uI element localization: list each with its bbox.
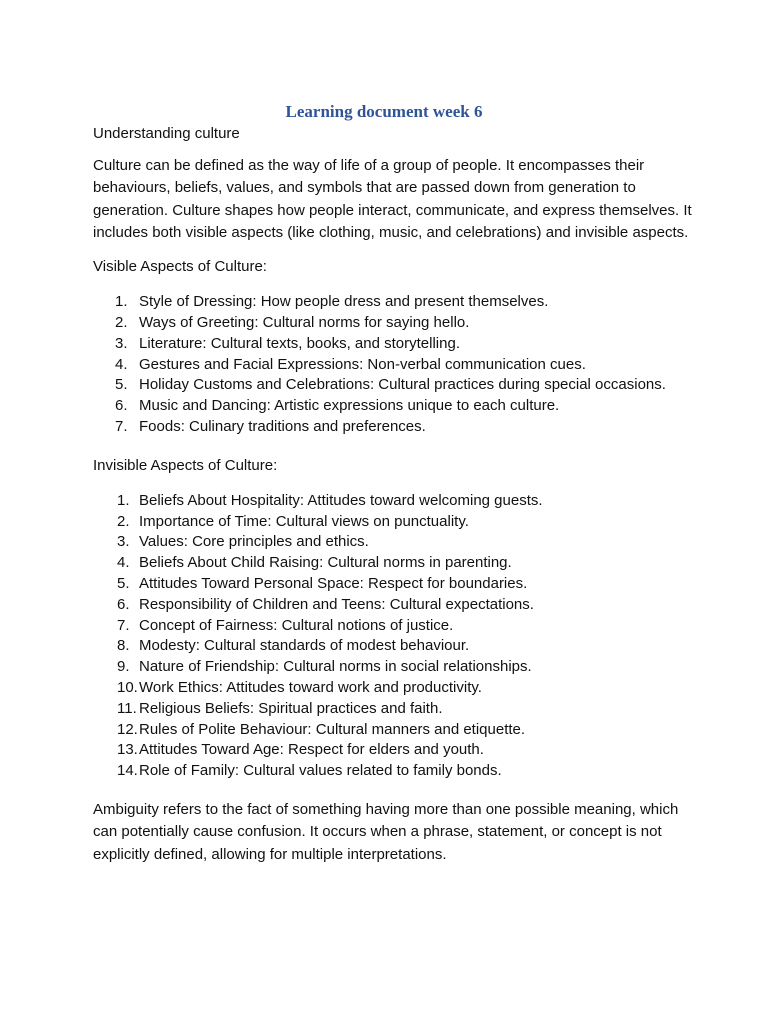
list-item-text: Ways of Greeting: Cultural norms for saying hello. <box>139 313 470 331</box>
list-item-number: 3. <box>115 334 128 352</box>
list-item-number: 9. <box>117 658 130 676</box>
list-item <box>93 616 693 637</box>
list-item-text: Foods: Culinary traditions and preferences. <box>139 417 426 435</box>
list-item <box>93 699 693 720</box>
list-item <box>93 574 693 595</box>
list-item-text: Holiday Customs and Celebrations: Cultural practices during special occasions. <box>139 376 666 394</box>
list-item-number: 8. <box>117 637 130 655</box>
list-item <box>93 636 693 657</box>
list-item-text: Modesty: Cultural standards of modest behaviour. <box>139 637 470 655</box>
list-item <box>93 417 693 438</box>
list-item-text: Rules of Polite Behaviour: Cultural manners and etiquette. <box>139 720 526 738</box>
list-item-text: Importance of Time: Cultural views on punctuality. <box>139 512 469 530</box>
list-item <box>93 292 693 313</box>
list-item-number: 6. <box>117 595 130 613</box>
list-item-text: Music and Dancing: Artistic expressions unique to each culture. <box>139 397 560 415</box>
list-item <box>93 740 693 761</box>
list-item-text: Style of Dressing: How people dress and present themselves. <box>139 293 549 311</box>
list-item <box>93 355 693 376</box>
list-item <box>93 761 693 782</box>
list-item-text: Religious Beliefs: Spiritual practices and faith. <box>139 699 443 717</box>
list-item-text: Beliefs About Child Raising: Cultural norms in parenting. <box>139 554 512 572</box>
list-item-text: Beliefs About Hospitality: Attitudes toward welcoming guests. <box>139 491 543 509</box>
list-item-text: Values: Core principles and ethics. <box>139 533 369 551</box>
list-item-text: Work Ethics: Attitudes toward work and productivity. <box>139 678 482 696</box>
list-item-number: 7. <box>115 417 128 435</box>
list-item-number: 4. <box>117 554 130 572</box>
list-item <box>93 553 693 574</box>
list-item-number: 6. <box>115 397 128 415</box>
list-item-number: 5. <box>117 574 130 592</box>
list-item-text: Nature of Friendship: Cultural norms in social relationships. <box>139 658 532 676</box>
section-heading: Understanding culture <box>93 125 240 142</box>
ambiguity-paragraph: Ambiguity refers to the fact of something having more than one possible meaning, which can potentially cause confusion. It occurs when a phrase, statement, or concept is not explicitly defined, allowing for multiple interpretations. <box>93 800 679 863</box>
list-item <box>93 491 693 512</box>
list-item-number: 1. <box>115 293 128 311</box>
list-item <box>93 512 693 533</box>
list-item-number: 13. <box>117 741 138 759</box>
list-item-number: 11. <box>117 699 137 717</box>
list-item-number: 4. <box>115 355 128 373</box>
visible-aspects-list <box>93 292 693 438</box>
list-item-number: 2. <box>115 313 128 331</box>
list-item <box>93 720 693 741</box>
list-item-text: Role of Family: Cultural values related to family bonds. <box>139 762 502 780</box>
list-item-text: Attitudes Toward Personal Space: Respect for boundaries. <box>139 574 528 592</box>
intro-paragraph: Culture can be defined as the way of life of a group of people. It encompasses their behaviours, beliefs, values, and symbols that are passed down from generation to generation. Culture shapes how people interact, communicate, and express themselves. It includes both visible aspects (like clothing, music, and celebrations) and invisible aspects. <box>93 157 692 241</box>
invisible-aspects-heading: Invisible Aspects of Culture: <box>93 456 278 474</box>
list-item-text: Gestures and Facial Expressions: Non-verbal communication cues. <box>139 355 586 373</box>
list-item <box>93 375 693 396</box>
list-item <box>93 313 693 334</box>
list-item <box>93 532 693 553</box>
list-item-number: 14. <box>117 762 138 780</box>
list-item <box>93 334 693 355</box>
list-item-number: 3. <box>117 533 130 551</box>
list-item <box>93 657 693 678</box>
list-item-number: 5. <box>115 376 128 394</box>
list-item-number: 12. <box>117 720 138 738</box>
list-item <box>93 678 693 699</box>
list-item <box>93 396 693 417</box>
list-item-text: Attitudes Toward Age: Respect for elders and youth. <box>139 741 484 759</box>
document-body <box>93 123 693 866</box>
list-item-number: 10. <box>117 678 138 696</box>
visible-aspects-heading: Visible Aspects of Culture: <box>93 258 267 276</box>
list-item <box>93 595 693 616</box>
list-item-number: 2. <box>117 512 130 530</box>
list-item-number: 7. <box>117 616 130 634</box>
list-item-text: Concept of Fairness: Cultural notions of justice. <box>139 616 454 634</box>
list-item-text: Literature: Cultural texts, books, and storytelling. <box>139 334 460 352</box>
list-item-number: 1. <box>117 491 130 509</box>
document-title: Learning document week 6 <box>285 102 483 121</box>
invisible-aspects-list <box>93 491 693 782</box>
list-item-text: Responsibility of Children and Teens: Cultural expectations. <box>139 595 534 613</box>
